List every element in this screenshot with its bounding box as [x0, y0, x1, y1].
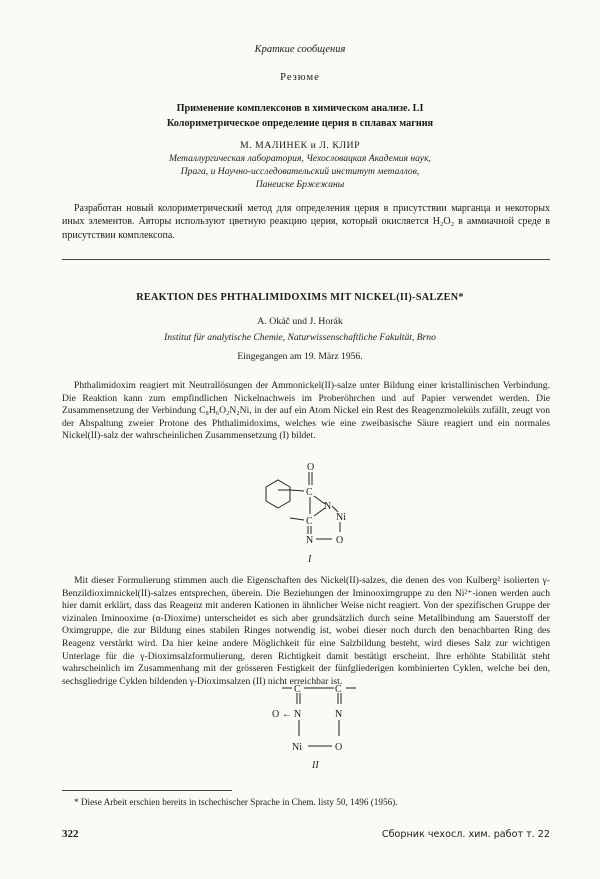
russian-affiliation-1: Металлургическая лаборатория, Чехословацкая Академия наук,	[169, 153, 431, 164]
received-date: Eingegangen am 19. März 1956.	[237, 351, 363, 362]
struct2-atom-c-left: C	[294, 684, 301, 695]
section-divider	[62, 259, 550, 260]
struct1-atom-o-top: O	[307, 462, 315, 473]
struct1-atom-ni: Ni	[336, 512, 346, 523]
struct1-atom-c-top: C	[306, 487, 313, 498]
structure-1	[250, 458, 380, 568]
struct1-label: I	[308, 554, 312, 565]
page-number: 322	[62, 828, 79, 840]
article-title: REAKTION DES PHTHALIMIDOXIMS MIT NICKEL(II)-SALZEN*	[136, 292, 464, 303]
author-okac: A. Okáč	[257, 316, 290, 327]
article-authors	[0, 316, 600, 327]
footnote: * Diese Arbeit erschien bereits in tschechischer Sprache in Chem. listy 50, 1496 (1956).	[74, 797, 398, 807]
russian-title-line1: Применение комплексонов в химическом анализе. LI	[176, 103, 424, 114]
structure-2	[250, 676, 380, 781]
article-institute: Institut für analytische Chemie, Naturwissenschaftliche Fakultät, Brno	[164, 332, 436, 343]
struct2-atom-n-left: N	[294, 709, 302, 720]
struct2-atom-o-right: O	[335, 742, 343, 753]
authors-conjunction: und	[292, 316, 308, 327]
russian-authors: М. МАЛИНЕК и Л. КЛИР	[239, 140, 361, 151]
struct2-label: II	[312, 760, 319, 771]
struct2-atom-c-right: C	[335, 684, 342, 695]
author-horak: J. Horák	[309, 316, 343, 327]
running-header: Краткие сообщения	[254, 44, 346, 55]
summary-heading: Резюме	[280, 72, 320, 83]
struct1-atom-n-bridge: N	[324, 501, 332, 512]
footnote-rule	[62, 790, 232, 791]
struct2-atom-o-left: O	[272, 709, 280, 720]
struct2-arrow: ←	[282, 709, 292, 720]
struct1-atom-o-bottom: O	[336, 535, 344, 546]
struct1-atom-c-bottom: C	[306, 516, 313, 527]
benzene-ring	[266, 480, 290, 508]
russian-affiliation-2: Прага, и Научно-исследовательский институт металлов,	[180, 166, 420, 177]
russian-affiliation-3: Панеиске Бржежаны	[255, 179, 345, 190]
russian-title-line2: Колориметрическое определение церия в сплавах магния	[166, 118, 434, 129]
journal-reference: Сборник чехосл. хим. работ т. 22	[381, 829, 550, 840]
struct2-atom-n-right: N	[335, 709, 343, 720]
russian-abstract: Разработан новый колориметрический метод для определения церия в присутствии марганца и некоторых иных элементов. Авторы используют цветную реакцию церия, который окисляется H₂O₂ в аммиачной среде в присутствии комплексопа.	[62, 203, 550, 241]
struct2-atom-ni: Ni	[292, 742, 302, 753]
struct1-atom-n-bottom: N	[306, 535, 314, 546]
paragraph-2: Mit dieser Formulierung stimmen auch die Eigenschaften des Nickel(II)-salzes, die denen des von Kulberg² isolierten γ-Benzildioximnickel(II)-salzes entsprechen, überein. Die Beziehungen der Iminooximgruppe zu den Ni²⁺-ionen werden auch hier damit erklärt, dass das Reagenz mit anderen Kationen in ähnlicher Weise nicht reagiert. Von der spezifischen Gruppe der vizinalen Iminooxime (α-Dioxime) unterscheidet es sich aber grundsätzlich durch seine Metallbindung am Sauerstoff der Oximgruppe, die zur Bildung eines stabilen Ringes notwendig ist, wobei dieser noch durch den benachbarten Ring des Reagenz verstärkt wird. Da hier keine andere Möglichkeit für eine Salzbildung besteht, wird dieses Salz zur wichtigen Unterlage für die γ-Dioximsalzformulierung, deren Richtigkeit damit bestätigt erscheint. Ihre erhöhte Stabilität steht wahrscheinlich im Zusammenhang mit der grösseren Festigkeit der fünfgliederigen kombinierten Cyklen, welche bei den, sechsgliedrige Cyklen bildenden γ-Dioximsalzen (II) nicht erreichbar ist.	[62, 575, 550, 687]
paragraph-1: Phthalimidoxim reagiert mit Neutrallösungen der Ammonickel(II)-salze unter Bildung einer kristallinischen Verbindung. Die Reaktion kann zum empfindlichen Nickelnachweis im Proberöhrchen und auf Papier verwendet werden. Die Zusammensetzung der Verbindung C₈H₆O₂N₂Ni, in der auf ein Atom Nickel ein Rest des Reagenzmoleküls zufällt, zeugt von der Abspaltung zweier Protone des Phthalimidoxims, welches wie eine zweibasische Säure reagiert und ein normales Nickel(II)-salz der wahrscheinlichen Zusammensetzung (I) bildet.	[62, 380, 550, 442]
